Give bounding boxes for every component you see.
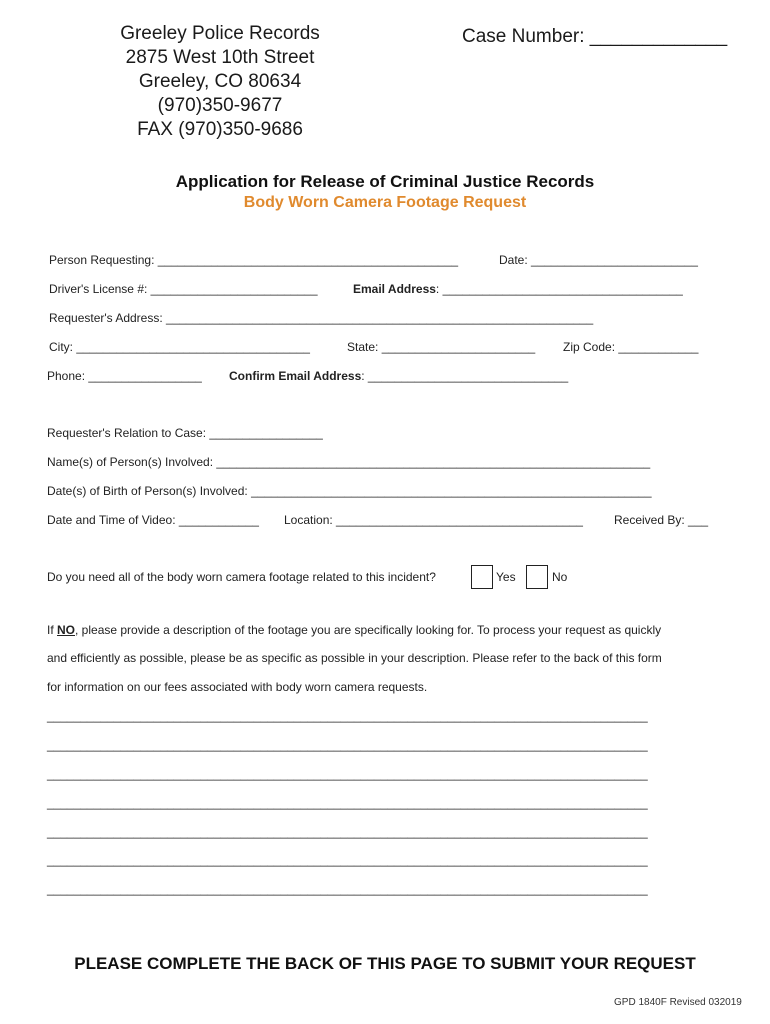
names-involved-field[interactable]: Name(s) of Person(s) Involved: _________________________________________________________________	[47, 455, 651, 469]
relation-field[interactable]: Requester's Relation to Case: _________________	[47, 426, 323, 440]
drivers-license-field[interactable]: Driver's License #: _________________________	[49, 282, 318, 296]
description-line[interactable]: __________________________________________________________________________________________	[47, 738, 648, 752]
submit-notice: PLEASE COMPLETE THE BACK OF THIS PAGE TO SUBMIT YOUR REQUEST	[74, 954, 696, 973]
description-line[interactable]: __________________________________________________________________________________________	[47, 853, 648, 867]
no-checkbox[interactable]	[526, 565, 548, 589]
confirm-email-label: Confirm Email Address	[229, 369, 362, 383]
instructions-line-2: and efficiently as possible, please be as specific as possible in your description. Please refer to the back of this form	[47, 651, 662, 665]
instructions-text-1: , please provide a description of the footage you are specifically looking for. To process your request as quickly	[75, 623, 662, 637]
instructions-prefix: If	[47, 623, 58, 637]
email-label: Email Address	[353, 282, 436, 296]
email-line[interactable]: : ____________________________________	[435, 282, 683, 296]
agency-phone: (970)350-9677	[157, 95, 283, 116]
dob-field[interactable]: Date(s) of Birth of Person(s) Involved: ____________________________________________________________	[47, 484, 652, 498]
state-field[interactable]: State: _______________________	[347, 340, 536, 354]
agency-street: 2875 West 10th Street	[125, 47, 315, 68]
description-line[interactable]: __________________________________________________________________________________________	[47, 767, 648, 781]
received-by-field[interactable]: Received By: ___	[614, 513, 709, 527]
location-field[interactable]: Location: _____________________________________	[284, 513, 583, 527]
email-field[interactable]	[353, 282, 683, 296]
description-line[interactable]: __________________________________________________________________________________________	[47, 825, 648, 839]
description-line[interactable]: __________________________________________________________________________________________	[47, 882, 648, 896]
agency-name: Greeley Police Records	[120, 23, 320, 44]
no-emphasis: NO	[57, 623, 76, 637]
yes-checkbox[interactable]	[471, 565, 493, 589]
instructions-line-1	[47, 623, 661, 637]
requester-address-field[interactable]: Requester's Address: ________________________________________________________________	[49, 311, 594, 325]
description-line[interactable]: __________________________________________________________________________________________	[47, 796, 648, 810]
confirm-email-field[interactable]	[229, 369, 568, 383]
video-datetime-field[interactable]: Date and Time of Video: ____________	[47, 513, 259, 527]
date-field[interactable]: Date: _________________________	[499, 253, 698, 267]
yes-label: Yes	[496, 570, 516, 584]
form-revision: GPD 1840F Revised 032019	[614, 997, 742, 1008]
agency-fax: FAX (970)350-9686	[137, 119, 303, 140]
agency-city: Greeley, CO 80634	[138, 71, 302, 92]
instructions-line-3: for information on our fees associated with body worn camera requests.	[47, 680, 428, 694]
confirm-email-line[interactable]: : ______________________________	[361, 369, 569, 383]
city-field[interactable]: City: ___________________________________	[49, 340, 310, 354]
form-title: Application for Release of Criminal Justice Records	[175, 172, 595, 191]
no-label: No	[552, 570, 568, 584]
zip-code-field[interactable]: Zip Code: ____________	[563, 340, 699, 354]
agency-address-block	[100, 22, 340, 142]
case-number-field[interactable]: Case Number: _____________	[462, 26, 728, 47]
description-line[interactable]: __________________________________________________________________________________________	[47, 709, 648, 723]
form-subtitle: Body Worn Camera Footage Request	[243, 194, 527, 211]
person-requesting-field[interactable]: Person Requesting: _____________________________________________	[49, 253, 459, 267]
phone-field[interactable]: Phone: _________________	[47, 369, 202, 383]
footage-question: Do you need all of the body worn camera footage related to this incident?	[47, 570, 436, 584]
